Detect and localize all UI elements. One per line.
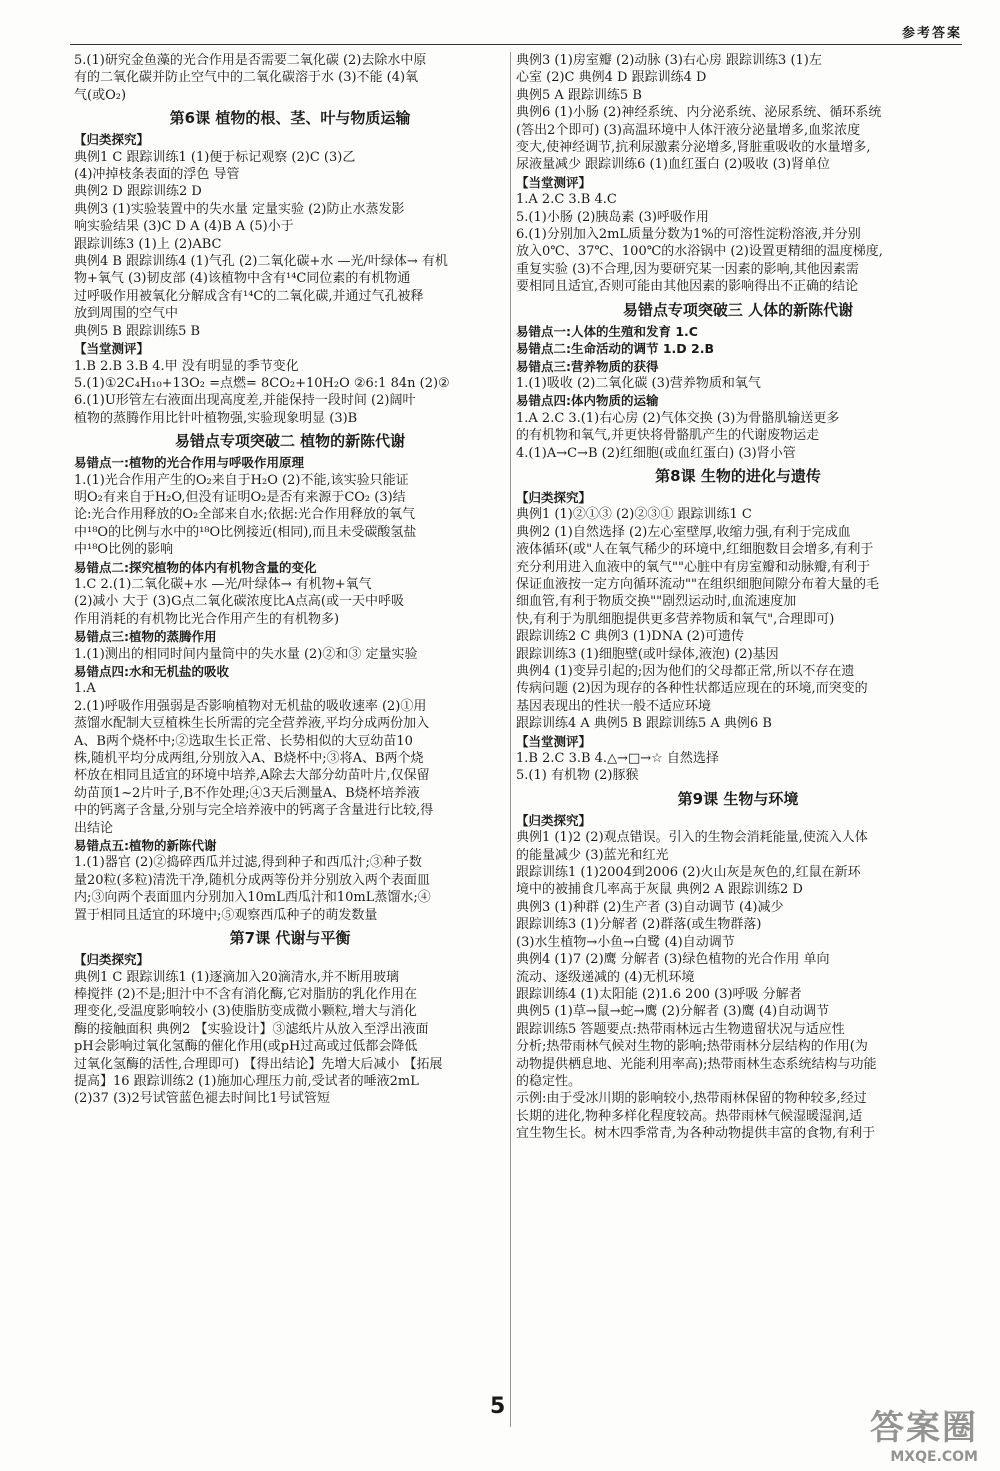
section-label: 【归类探究】 <box>516 812 592 828</box>
answer-line: 作用消耗的有机物比光合作用产生的有机物多) <box>74 611 340 627</box>
answer-line: 典例2 D 跟踪训练2 D <box>74 184 202 200</box>
answer-line: 1.(1)光合作用产生的O₂来自于H₂O (2)不能,该实验只能证 <box>74 472 409 488</box>
answer-line: 1.(1)器官 (2)②捣碎西瓜并过滤,得到种子和西瓜汁;③种子数 <box>74 855 422 871</box>
answer-line: 中¹⁸O的比例与水中的¹⁸O比例接近(相同),而且未受碳酸氢盐 <box>74 524 417 540</box>
subsection-heading: 易错点四:水和无机盐的吸收 <box>74 664 229 679</box>
section-label: 【归类探究】 <box>74 952 150 968</box>
right-column <box>516 52 960 1143</box>
answer-line: 动物提供栖息地、光能利用率高);热带雨林生态系统结构与功能 <box>516 1056 877 1072</box>
answer-line: (答出2个即可) (3)高温环境中人体汗液分泌量增多,血浆浓度 <box>516 122 861 138</box>
answer-line: 论:光合作用释放的O₂全部来自水;依据:光合作用释放的氧气 <box>74 507 416 523</box>
answer-line: 跟踪训练2 C 典例3 (1)DNA (2)可遗传 <box>516 629 745 645</box>
answer-line: 跟踪训练3 (1)分解者 (2)群落(或生物群落) <box>516 917 762 933</box>
answer-line: 蒸馏水配制大豆植株生长所需的完全营养液,平均分成两份加入 <box>74 716 430 732</box>
answer-line: pH会影响过氧化氢酶的催化作用(或pH过高或过低都会降低 <box>74 1039 418 1055</box>
answer-line: 典例3 (1)实验装置中的失水量 定量实验 (2)防止水蒸发影 <box>74 201 405 217</box>
section-label: 【当堂测评】 <box>74 341 150 357</box>
answer-line: 过氧化氢酶的活性,合理即可) 【得出结论】先增大后减小 【拓展 <box>74 1056 443 1072</box>
section-label: 【当堂测评】 <box>516 733 592 749</box>
answer-line: 酶的接触面积 典例2 【实验设计】③滤纸片从放入至浮出液面 <box>74 1021 429 1037</box>
section-label: 【归类探究】 <box>74 132 150 148</box>
answer-line: 跟踪训练4 A 典例5 B 跟踪训练5 A 典例6 B <box>516 716 772 732</box>
answer-line: 跟踪训练3 (1)细胞壁(或叶绿体,液泡) (2)基因 <box>516 646 779 662</box>
subsection-heading: 易错点四:体内物质的运输 <box>516 393 659 409</box>
section-title: 易错点专项突破二 植物的新陈代谢 <box>174 432 406 451</box>
answer-line: 出结论 <box>74 820 114 836</box>
subsection-heading: 易错点三:植物的蒸腾作用 <box>74 629 217 645</box>
header-divider <box>70 44 962 45</box>
answer-line: 典例3 (1)房室瓣 (2)动脉 (3)右心房 跟踪训练3 (1)左 <box>516 53 822 68</box>
answer-line: 典例1 C 跟踪训练1 (1)便于标记观察 (2)C (3)乙 <box>74 149 356 165</box>
answer-line: 长期的进化,物种多样化程度较高。热带雨林气候湿暖湿润,适 <box>516 1108 863 1124</box>
answer-line: 典例1 (1)②①③ (2)②③① 跟踪训练1 C <box>516 507 752 523</box>
answer-line: 1.(1)吸收 (2)二氧化碳 (3)营养物质和氧气 <box>516 375 761 391</box>
answer-line: 过呼吸作用被氧化分解成含有¹⁴C的二氧化碳,并通过气孔被释 <box>74 288 424 304</box>
answer-line: 提高】16 跟踪训练2 (1)施加心理压力前,受试者的唾液2mL <box>74 1073 419 1089</box>
answer-line: 内;③向两个表面皿内分别加入10mL西瓜汁和10mL蒸馏水;④ <box>74 890 431 906</box>
answer-line: 响实验结果 (3)C D A (4)B A (5)小于 <box>74 219 294 235</box>
answer-line: 置于相同且适宜的环境中;⑤观察西瓜种子的萌发数量 <box>74 907 378 923</box>
section-title: 易错点专项突破三 人体的新陈代谢 <box>622 300 854 319</box>
answer-line: 细血管,有利于物质交换""剧烈运动时,血流速度加 <box>516 594 797 610</box>
answer-line: 典例3 (1)种群 (2)生产者 (3)自动调节 (4)减少 <box>516 899 784 915</box>
answer-line: 典例1 (1)2 (2)观点错误。引入的生物会消耗能量,使流入人体 <box>516 830 868 846</box>
answer-line: 5.(1) 有机物 (2)豚猴 <box>516 768 639 784</box>
answer-line: 典例4 (1)7 (2)鹰 分解者 (3)绿色植物的光合作用 单向 <box>516 952 830 968</box>
section-label: 【当堂测评】 <box>516 174 592 190</box>
answer-line: 5.(1)①2C₄H₁₀+13O₂ =点燃= 8CO₂+10H₂O ②6:1 84n (2)② <box>74 375 450 391</box>
answer-line: 典例4 (1)变异引起的;因为他们的父母都正常,所以不存在遗 <box>516 664 855 679</box>
answer-line: (3)水生植物→小鱼→白鹭 (4)自动调节 <box>516 934 735 950</box>
answer-line: 的稳定性。 <box>516 1073 582 1089</box>
column-divider <box>510 52 511 1427</box>
answer-line: 放入0℃、37℃、100℃的水浴锅中 (2)设置更精细的温度梯度, <box>516 244 883 260</box>
answer-line: 幼苗顶1~2片叶子,B不作处理;④3天后测量A、B烧杯培养液 <box>74 785 420 801</box>
subsection-heading: 易错点五:植物的新陈代谢 <box>74 838 217 854</box>
answer-line: 液体循环(或"人在氧气稀少的环境中,红细胞数目会增多,有利于 <box>516 542 874 558</box>
answer-line: 典例6 (1)小肠 (2)神经系统、内分泌系统、泌尿系统、循环系统 <box>516 105 882 121</box>
answer-line: 5.(1)小肠 (2)胰岛素 (3)呼吸作用 <box>516 209 709 225</box>
watermark-logo: 答案圈 <box>870 1408 978 1448</box>
answer-line: A、B两个烧杯中;②选取生长正常、长势相似的大豆幼苗10 <box>74 733 413 749</box>
answer-line: 典例1 C 跟踪训练1 (1)逐滴加入20滴清水,并不断用玻璃 <box>74 969 399 985</box>
answer-line: 明O₂有来自于H₂O,但没有证明O₂是否有来源于CO₂ (3)结 <box>74 489 406 505</box>
answer-line: 快,有利于为肌细胞提供更多营养物质和氧气",合理即可) <box>516 611 835 627</box>
answer-line: 宜生物生长。树木四季常青,为各种动物提供丰富的食物,有利于 <box>516 1126 876 1142</box>
answer-line: 的有机物和氧气,并更快将骨骼肌产生的代谢废物运走 <box>516 428 820 444</box>
watermark <box>870 1400 978 1465</box>
answer-line: 有的二氧化碳并防止空气中的二氧化碳溶于水 (3)不能 (4)氧 <box>74 70 419 86</box>
answer-line: 要相同且适宜,否则可能由其他因素的影响得出不正确的结论 <box>516 279 859 295</box>
answer-line: 量20粒(多粒)清洗干净,随机分成两等份并分别放入两个表面皿 <box>74 872 430 888</box>
answer-line: (2)37 (3)2号试管蓝色褪去时间比1号试管短 <box>74 1091 331 1107</box>
section-title: 第9课 生物与环境 <box>677 789 799 808</box>
answer-line: 典例5 A 跟踪训练5 B <box>516 87 642 103</box>
answer-line: (4)冲掉枝条表面的浮色 导管 <box>74 167 240 183</box>
answer-line: 1.A 2.C 3.(1)右心房 (2)气体交换 (3)为骨骼肌输送更多 <box>516 410 840 426</box>
answer-line: (2)减小 大于 (3)G点二氧化碳浓度比A点高(或一天中呼吸 <box>74 594 404 610</box>
answer-line: 变大,使神经调节,抗利尿激素分泌增多,肾脏重吸收的水量增多, <box>516 140 871 156</box>
answer-line: 1.A <box>74 681 96 697</box>
answer-line: 放到周围的空气中 <box>74 306 179 322</box>
answer-line: 分析;热带雨林气候对生物的影响;热带雨林分层结构的作用(为 <box>516 1039 868 1055</box>
answer-line: 株,随机平均分成两组,分别放入A、B烧杯中;③将A、B两个烧 <box>74 751 424 767</box>
answer-line: 1.B 2.C 3.B 4.△→□→☆ 自然选择 <box>516 751 719 767</box>
answer-line: 6.(1)U形管左右液面出现高度差,并能保持一段时间 (2)阔叶 <box>74 393 416 409</box>
answer-line: 物+氧气 (3)韧皮部 (4)该植物中含有¹⁴C同位素的有机物通 <box>74 271 411 287</box>
answer-line: 中¹⁸O比例的影响 <box>74 542 174 558</box>
section-label: 【归类探究】 <box>516 489 592 505</box>
answer-line: 5.(1)研究金鱼藻的光合作用是否需要二氧化碳 (2)去除水中原 <box>74 53 427 68</box>
answer-line: 4.(1)A→C→B (2)红细胞(或血红蛋白) (3)肾小管 <box>516 445 796 461</box>
answer-line: 跟踪训练4 (1)太阳能 (2)1.6 200 (3)呼吸 分解者 <box>516 986 802 1002</box>
answer-line: 基因表现出的性状一般不适应环境 <box>516 698 712 714</box>
answer-line: 6.(1)分别加入2mL质量分数为1%的可溶性淀粉溶液,并分别 <box>516 227 861 243</box>
subsection-heading: 易错点一:人体的生殖和发育 1.C <box>516 323 698 339</box>
answer-line: 充分利用进入血液中的氧气""心脏中有房室瓣和动脉瓣,有利于 <box>516 559 871 575</box>
answer-line: 1.(1)测出的相同时间内量筒中的失水量 (2)②和③ 定量实验 <box>74 646 418 662</box>
answer-line: 心室 (2)C 典例4 D 跟踪训练4 D <box>516 70 707 86</box>
watermark-site: MXQE.COM <box>890 1449 978 1465</box>
answer-line: 植物的蒸腾作用比针叶植物强,实验现象明显 (3)B <box>74 410 358 426</box>
answer-line: 重复实验 (3)不合理,因为要研究某一因素的影响,其他因素需 <box>516 261 859 277</box>
answer-line: 跟踪训练3 (1)上 (2)ABC <box>74 236 222 252</box>
answer-line: 示例:由于受冰川期的影响较小,热带雨林保留的物种较多,经过 <box>516 1091 867 1107</box>
answer-line: 流动、逐级递减的 (4)无机环境 <box>516 969 695 985</box>
answer-line: 2.(1)呼吸作用强弱是否影响植物对无机盐的吸收速率 (2)①用 <box>74 698 427 714</box>
answer-line: 1.B 2.B 3.B 4.甲 没有明显的季节变化 <box>74 358 299 374</box>
section-title: 第7课 代谢与平衡 <box>229 929 351 948</box>
subsection-heading: 易错点二:生命活动的调节 1.D 2.B <box>516 341 714 357</box>
subsection-heading: 易错点二:探究植物的体内有机物含量的变化 <box>74 559 317 575</box>
answer-line: 典例2 (1)自然选择 (2)左心室壁厚,收缩力强,有利于完成血 <box>516 524 851 540</box>
page-number: 5 <box>490 1394 506 1419</box>
answer-line: 跟踪训练1 (1)2004到2006 (2)火山灰是灰色的,红鼠在新环 <box>516 865 861 881</box>
answer-line: 理变化,受温度影响较小 (3)使脂肪变成微小颗粒,增大与消化 <box>74 1004 417 1020</box>
answer-line: 境中的被捕食几率高于灰鼠 典例2 A 跟踪训练2 D <box>516 882 803 898</box>
subsection-heading: 易错点三:营养物质的获得 <box>516 358 659 374</box>
answer-line: 典例5 (1)草→鼠→蛇→鹰 (2)分解者 (3)鹰 (4)自动调节 <box>516 1004 830 1020</box>
answer-line: 杯放在相同且适宜的环境中培养,A除去大部分幼苗叶片,仅保留 <box>74 768 430 784</box>
answer-line: 尿液量减少 跟踪训练6 (1)血红蛋白 (2)吸收 (3)肾单位 <box>516 157 831 173</box>
answer-line: 的能量减少 (3)蓝光和红光 <box>516 847 669 863</box>
section-title: 第8课 生物的进化与遗传 <box>655 466 821 485</box>
left-column <box>74 52 506 1108</box>
answer-line: 1.A 2.C 3.B 4.C <box>516 192 617 208</box>
answer-line: 典例5 B 跟踪训练5 B <box>74 323 201 339</box>
section-title: 第6课 植物的根、茎、叶与物质运输 <box>169 109 411 128</box>
subsection-heading: 易错点一:植物的光合作用与呼吸作用原理 <box>74 455 304 471</box>
answer-line: 传病问题 (2)因为现存的各种性状都适应现在的环境,而突变的 <box>516 681 868 697</box>
answer-line: 中的钙离子含量,分别与完全培养液中的钙离子含量进行比较,得 <box>74 803 434 819</box>
answer-line: 典例4 B 跟踪训练4 (1)气孔 (2)二氧化碳+水 —光/叶绿体→ 有机 <box>74 254 448 270</box>
answer-line: 1.C 2.(1)二氧化碳+水 —光/叶绿体→ 有机物+氧气 <box>74 576 372 592</box>
answer-line: 棒搅拌 (2)不是;胆汁中不含有消化酶,它对脂肪的乳化作用在 <box>74 986 418 1002</box>
answer-line: 跟踪训练5 答题要点:热带雨林远古生物遗留状况与适应性 <box>516 1021 845 1037</box>
section-header: 参考答案 <box>901 26 962 41</box>
answer-line: 保证血液按一定方向循环流动""在组织细胞间隙分布着大量的毛 <box>516 576 879 592</box>
answer-line: 气(或O₂) <box>74 87 127 103</box>
